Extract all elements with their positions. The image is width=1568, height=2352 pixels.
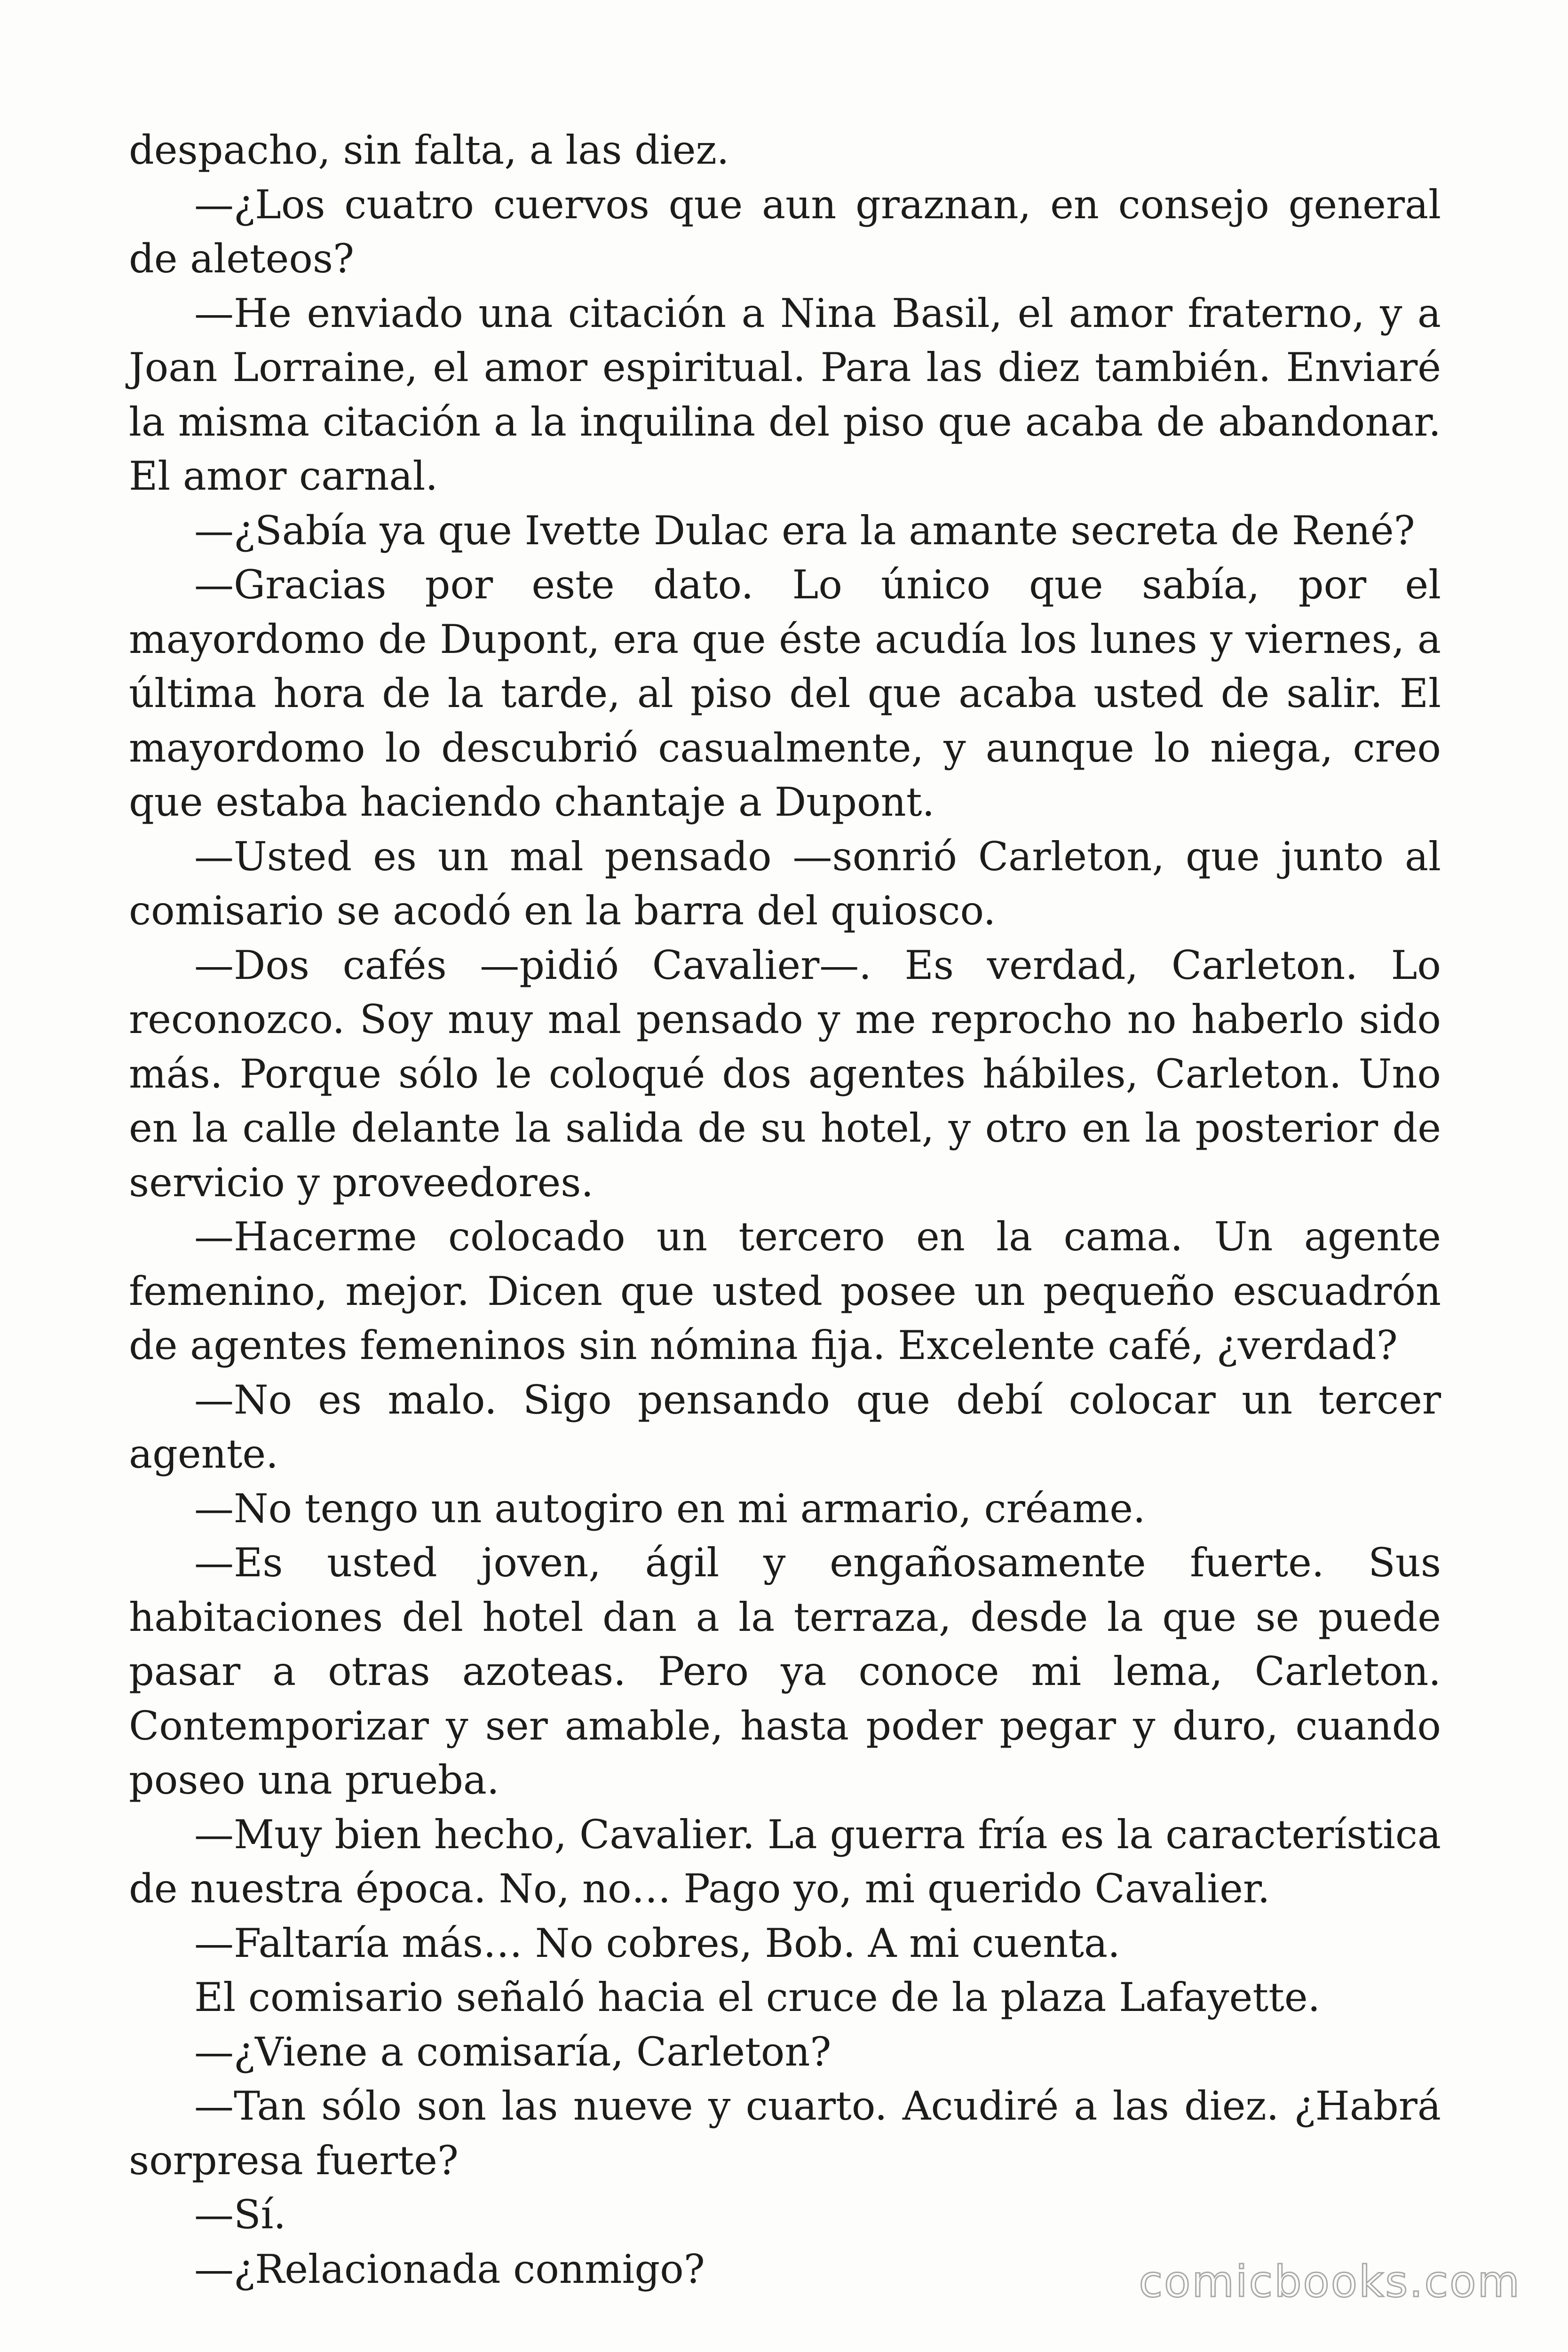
paragraph-9: —No es malo. Sigo pensando que debí colocar un tercer agente. xyxy=(129,1376,1441,1477)
paragraph-5: —Gracias por este dato. Lo único que sabía, por el mayordomo de Dupont, era que éste acudía los lunes y viernes, a última hora de la tarde, al piso del que acaba usted de salir. El mayordomo lo descubrió casualmente, y aunque lo niega, creo que estaba haciendo chantaje a Dupont. xyxy=(129,562,1441,825)
watermark: comicbooks.com xyxy=(1139,2257,1521,2307)
paragraph-15: —¿Viene a comisaría, Carleton? xyxy=(194,2028,832,2075)
paragraph-3: —He enviado una citación a Nina Basil, el amor fraterno, y a Joan Lorraine, el amor espiritual. Para las diez también. Enviaré la misma citación a la inquilina del piso que acaba de abandonar. El amor carnal. xyxy=(129,290,1441,499)
paragraph-11: —Es usted joven, ágil y engañosamente fuerte. Sus habitaciones del hotel dan a la terraza, desde la que se puede pasar a otras azoteas. Pero ya conoce mi lema, Carleton. Contemporizar y ser amable, hasta poder pegar y duro, cuando poseo una prueba. xyxy=(129,1540,1441,1803)
paragraph-18: —¿Relacionada conmigo? xyxy=(194,2246,705,2292)
paragraph-10: —No tengo un autogiro en mi armario, créame. xyxy=(194,1485,1146,1532)
paragraph-16: —Tan sólo son las nueve y cuarto. Acudiré a las diez. ¿Habrá sorpresa fuerte? xyxy=(129,2083,1441,2184)
paragraph-4: —¿Sabía ya que Ivette Dulac era la amante secreta de René? xyxy=(194,507,1415,554)
paragraph-12: —Muy bien hecho, Cavalier. La guerra fría es la característica de nuestra época. No, no… Pago yo, mi querido Cavalier. xyxy=(129,1811,1441,1912)
paragraph-1: despacho, sin falta, a las diez. xyxy=(129,127,729,173)
paragraph-2: —¿Los cuatro cuervos que aun graznan, en consejo general de aleteos? xyxy=(129,181,1441,282)
paragraph-13: —Faltaría más… No cobres, Bob. A mi cuenta. xyxy=(194,1920,1120,1966)
page-text xyxy=(129,123,1441,2296)
paragraph-6: —Usted es un mal pensado —sonrió Carleton, que junto al comisario se acodó en la barra del quiosco. xyxy=(129,833,1441,934)
paragraph-7: —Dos cafés —pidió Cavalier—. Es verdad, Carleton. Lo reconozco. Soy muy mal pensado y me reprocho no haberlo sido más. Porque sólo le coloqué dos agentes hábiles, Carleton. Uno en la calle delante la salida de su hotel, y otro en la posterior de servicio y proveedores. xyxy=(129,942,1441,1206)
paragraph-17: —Sí. xyxy=(194,2192,286,2238)
paragraph-8: —Hacerme colocado un tercero en la cama. Un agente femenino, mejor. Dicen que usted posee un pequeño escuadrón de agentes femeninos sin nómina fija. Excelente café, ¿verdad? xyxy=(129,1214,1441,1368)
paragraph-14: El comisario señaló hacia el cruce de la plaza Lafayette. xyxy=(194,1974,1321,2020)
